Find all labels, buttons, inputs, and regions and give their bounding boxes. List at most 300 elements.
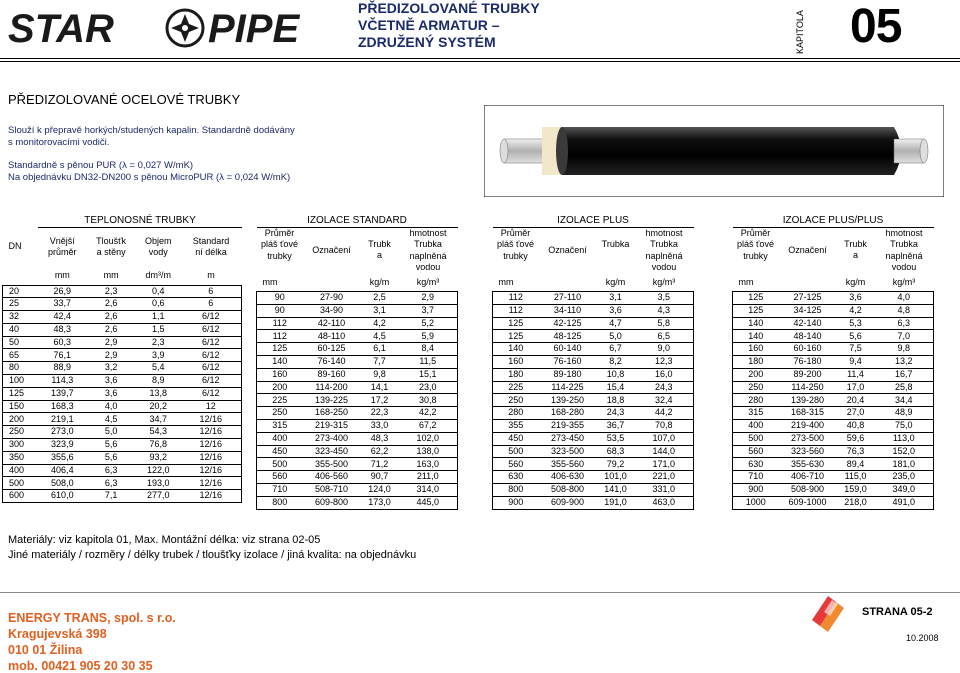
header-line: pláš ťové <box>497 239 534 249</box>
col-pipe-water-header <box>399 227 458 274</box>
table-cell: 12/16 <box>180 477 241 490</box>
table-cell: 53,5 <box>597 432 635 445</box>
table-cell: 280 <box>493 407 539 420</box>
table-cell: 8,9 <box>136 375 180 388</box>
table-cell: 273-500 <box>779 432 837 445</box>
table-cell: 11,5 <box>399 355 458 368</box>
table-cell: 323-450 <box>303 445 361 458</box>
steel-blank <box>3 215 39 227</box>
table-cell: 6/12 <box>180 375 241 388</box>
table-row <box>257 419 458 432</box>
table-cell: 27-90 <box>303 292 361 305</box>
header-line: vodou <box>415 262 441 272</box>
table-row <box>3 349 242 362</box>
table-row <box>257 292 458 305</box>
table-row <box>733 304 934 317</box>
table-row <box>257 317 458 330</box>
table-row <box>733 343 934 356</box>
table-cell: 609-1000 <box>779 496 837 509</box>
table-cell: 168-250 <box>303 407 361 420</box>
table-cell: 7,7 <box>361 355 399 368</box>
table-cell: 112 <box>257 317 303 330</box>
table-cell: 2,3 <box>136 336 180 349</box>
table-cell: 3,6 <box>86 375 136 388</box>
table-cell: 171,0 <box>635 458 694 471</box>
unit-blank <box>3 267 39 285</box>
table-cell: 34,4 <box>875 394 934 407</box>
table-cell: 314,0 <box>399 483 458 496</box>
table-cell: 900 <box>733 483 779 496</box>
table-cell: 125 <box>257 343 303 356</box>
table-row <box>493 343 694 356</box>
table-cell: 273,0 <box>38 426 86 439</box>
table-cell: 491,0 <box>875 496 934 509</box>
table-cell: 42-140 <box>779 317 837 330</box>
table-cell: 18,8 <box>597 394 635 407</box>
unit-cell: mm <box>498 276 514 287</box>
table-cell: 8,4 <box>399 343 458 356</box>
table-cell: 71,2 <box>361 458 399 471</box>
table-cell: 5,3 <box>837 317 875 330</box>
table-row <box>3 285 242 298</box>
insulation-group-title: IZOLACE PLUS/PLUS <box>733 215 934 227</box>
table-cell: 140 <box>733 330 779 343</box>
table-cell: 4,3 <box>635 304 694 317</box>
table-cell: 4,8 <box>875 304 934 317</box>
table-cell: 560 <box>493 458 539 471</box>
header-spacer <box>597 228 635 239</box>
table-cell: 300 <box>3 439 39 452</box>
table-row <box>3 400 242 413</box>
table-cell: 2,9 <box>86 336 136 349</box>
table-cell: 114,3 <box>38 375 86 388</box>
header-divider <box>0 58 960 59</box>
table-cell: 60-125 <box>303 343 361 356</box>
table-cell: 323-560 <box>779 445 837 458</box>
table-cell: 2,6 <box>86 298 136 311</box>
table-cell: 54,3 <box>136 426 180 439</box>
table-cell: 150 <box>3 400 39 413</box>
table-row <box>257 394 458 407</box>
table-cell: 0,4 <box>136 285 180 298</box>
table-cell: 173,0 <box>361 496 399 509</box>
table-cell: 4,0 <box>86 400 136 413</box>
table-cell: 11,4 <box>837 368 875 381</box>
table-cell: 193,0 <box>136 477 180 490</box>
table-cell: 15,1 <box>399 368 458 381</box>
table-cell: 89-160 <box>303 368 361 381</box>
insulation-group-title: IZOLACE PLUS <box>493 215 694 227</box>
header-line: a <box>852 250 858 260</box>
table-cell: 406,4 <box>38 464 86 477</box>
table-cell: 90 <box>257 292 303 305</box>
col-pipe-water-header <box>875 227 934 274</box>
header-title-line: ZDRUŽENÝ SYSTÉM <box>358 34 496 50</box>
table-cell: 138,0 <box>399 445 458 458</box>
table-cell: 12/16 <box>180 413 241 426</box>
table-cell: 6,1 <box>361 343 399 356</box>
table-cell: 140 <box>733 317 779 330</box>
table-cell: 400 <box>733 419 779 432</box>
header-line: průměr <box>48 247 77 258</box>
table-cell: 406-710 <box>779 471 837 484</box>
table-cell: 250 <box>493 394 539 407</box>
table-cell: 3,7 <box>399 304 458 317</box>
col-volume-header <box>136 227 180 267</box>
table-cell: 225 <box>257 394 303 407</box>
table-cell: 48,3 <box>361 432 399 445</box>
insulation-group-title: IZOLACE STANDARD <box>257 215 458 227</box>
table-cell: 44,2 <box>635 407 694 420</box>
table-cell: 168-280 <box>539 407 597 420</box>
unit-cell: mm <box>738 276 754 287</box>
table-cell: 125 <box>493 330 539 343</box>
table-row <box>493 471 694 484</box>
table-cell: 2,5 <box>361 292 399 305</box>
table-cell: 5,0 <box>86 426 136 439</box>
table-cell: 0,6 <box>136 298 180 311</box>
table-cell: 6,3 <box>875 317 934 330</box>
table-row <box>3 464 242 477</box>
table-cell: 4,2 <box>361 317 399 330</box>
unit-cell: mm <box>262 276 278 287</box>
table-row <box>493 304 694 317</box>
table-cell: 609-900 <box>539 496 597 509</box>
table-cell: 5,9 <box>399 330 458 343</box>
table-cell: 508-710 <box>303 483 361 496</box>
table-row <box>733 292 934 305</box>
table-cell: 17,2 <box>361 394 399 407</box>
header-line: Trubka <box>890 239 918 249</box>
table-cell: 124,0 <box>361 483 399 496</box>
table-cell: 445,0 <box>399 496 458 509</box>
table-cell: 349,0 <box>875 483 934 496</box>
section-title: PŘEDIZOLOVANÉ OCELOVÉ TRUBKY <box>8 92 241 107</box>
table-cell: 250 <box>3 426 39 439</box>
header-line: Vnější <box>49 235 75 246</box>
table-cell: 355-500 <box>303 458 361 471</box>
table-cell: 5,6 <box>86 451 136 464</box>
table-cell: 15,4 <box>597 381 635 394</box>
header-line: pláš ťové <box>737 239 774 249</box>
table-cell: 6,7 <box>597 343 635 356</box>
table-cell: 7,0 <box>875 330 934 343</box>
table-cell: 40,8 <box>837 419 875 432</box>
table-cell: 218,0 <box>837 496 875 509</box>
table-cell: 6/12 <box>180 311 241 324</box>
table-cell: 277,0 <box>136 490 180 503</box>
table-row <box>493 483 694 496</box>
table-cell: 800 <box>493 483 539 496</box>
table-cell: 17,0 <box>837 381 875 394</box>
table-cell: 3,6 <box>837 292 875 305</box>
table-cell: 76-140 <box>303 355 361 368</box>
table-cell: 24,3 <box>635 381 694 394</box>
table-cell: 67,2 <box>399 419 458 432</box>
table-cell: 463,0 <box>635 496 694 509</box>
table-cell: 331,0 <box>635 483 694 496</box>
table-cell: 79,2 <box>597 458 635 471</box>
table-cell: 350 <box>3 451 39 464</box>
table-row <box>3 477 242 490</box>
table-cell: 221,0 <box>635 471 694 484</box>
table-cell: 508-800 <box>539 483 597 496</box>
table-cell: 225 <box>493 381 539 394</box>
table-cell: 30,8 <box>399 394 458 407</box>
table-cell: 140 <box>493 343 539 356</box>
col-diameter-header <box>733 227 779 274</box>
table-cell: 113,0 <box>875 432 934 445</box>
table-cell: 1,5 <box>136 323 180 336</box>
table-cell: 2,3 <box>86 285 136 298</box>
table-row <box>493 445 694 458</box>
header-line: vodou <box>891 262 917 272</box>
col-pipe-header <box>837 227 875 274</box>
col-diameter-header <box>493 227 539 274</box>
table-cell: 250 <box>257 407 303 420</box>
table-row <box>493 394 694 407</box>
table-cell: 25 <box>3 298 39 311</box>
table-cell: 168,3 <box>38 400 86 413</box>
unit-cell: kg/m³ <box>652 276 676 287</box>
header-line: Trubka <box>414 239 442 249</box>
page-label: STRANA 05-2 <box>862 606 933 618</box>
table-cell: 112 <box>493 304 539 317</box>
company-phone: mob. 00421 905 20 30 35 <box>8 659 153 673</box>
table-row <box>257 330 458 343</box>
unit-cell: mm <box>103 270 119 280</box>
table-cell: 450 <box>257 445 303 458</box>
table-cell: 16,0 <box>635 368 694 381</box>
table-cell: 6/12 <box>180 349 241 362</box>
table-cell: 12/16 <box>180 451 241 464</box>
table-row <box>3 439 242 452</box>
header-line: Průměr <box>264 227 295 238</box>
company-city: 010 01 Žilina <box>8 643 83 657</box>
header-line: naplněná <box>885 250 923 261</box>
table-cell: 500 <box>257 458 303 471</box>
table-cell: 34,7 <box>136 413 180 426</box>
table-cell: 48,3 <box>38 323 86 336</box>
table-cell: 32 <box>3 311 39 324</box>
table-cell: 48-125 <box>539 330 597 343</box>
table-cell: 125 <box>733 292 779 305</box>
table-cell: 5,6 <box>837 330 875 343</box>
table-cell: 2,9 <box>86 349 136 362</box>
table-cell: 273-400 <box>303 432 361 445</box>
table-cell: 2,6 <box>86 311 136 324</box>
table-cell: 27-110 <box>539 292 597 305</box>
table-row <box>3 323 242 336</box>
table-cell: 4,2 <box>837 304 875 317</box>
table-row <box>3 413 242 426</box>
col-standard-header <box>180 227 241 267</box>
table-cell: 180 <box>733 355 779 368</box>
table-cell: 406-630 <box>539 471 597 484</box>
table-cell: 4,7 <box>597 317 635 330</box>
table-cell: 112 <box>257 330 303 343</box>
header-line: Trubka <box>601 238 630 249</box>
table-cell: 450 <box>493 432 539 445</box>
steel-group-title: TEPLONOSNÉ TRUBKY <box>38 215 241 227</box>
table-cell: 20,4 <box>837 394 875 407</box>
table-cell: 42-125 <box>539 317 597 330</box>
table-cell: 27,0 <box>837 407 875 420</box>
insulation-table-plus <box>492 215 694 510</box>
header-line: a <box>376 250 382 260</box>
table-cell: 610,0 <box>38 490 86 503</box>
table-cell: 1,1 <box>136 311 180 324</box>
table-cell: 163,0 <box>399 458 458 471</box>
table-cell: 141,0 <box>597 483 635 496</box>
table-cell: 508,0 <box>38 477 86 490</box>
table-row <box>257 445 458 458</box>
table-cell: 89,4 <box>837 458 875 471</box>
table-cell: 9,8 <box>875 343 934 356</box>
table-cell: 101,0 <box>597 471 635 484</box>
table-cell: 20 <box>3 285 39 298</box>
header-line: Trubk <box>844 238 867 249</box>
table-cell: 200 <box>257 381 303 394</box>
table-cell: 6,3 <box>86 477 136 490</box>
kapitola-text: KAPITOLA <box>795 10 805 54</box>
table-cell: 5,4 <box>136 362 180 375</box>
header-title <box>358 0 540 51</box>
table-cell: 80 <box>3 362 39 375</box>
table-cell: 9,0 <box>635 343 694 356</box>
table-cell: 42-110 <box>303 317 361 330</box>
table-cell: 159,0 <box>837 483 875 496</box>
table-cell: 50 <box>3 336 39 349</box>
table-cell: 90 <box>257 304 303 317</box>
table-cell: 12/16 <box>180 426 241 439</box>
header-spacer <box>361 228 399 239</box>
table-cell: 710 <box>733 471 779 484</box>
table-cell: 76-160 <box>539 355 597 368</box>
header-line: Trubk <box>368 238 391 249</box>
col-pipe-header <box>597 227 635 274</box>
table-cell: 75,0 <box>875 419 934 432</box>
table-cell: 25,8 <box>875 381 934 394</box>
desc-line: s monitorovacími vodiči. <box>8 136 110 148</box>
table-cell: 60,3 <box>38 336 86 349</box>
table-row <box>257 496 458 509</box>
table-row <box>3 362 242 375</box>
table-cell: 323,9 <box>38 439 86 452</box>
table-cell: 219,1 <box>38 413 86 426</box>
table-cell: 355-560 <box>539 458 597 471</box>
table-row <box>733 419 934 432</box>
table-cell: 6,3 <box>86 464 136 477</box>
table-cell: 102,0 <box>399 432 458 445</box>
table-cell: 9,8 <box>361 368 399 381</box>
table-cell: 152,0 <box>875 445 934 458</box>
company-street: Kragujevská 398 <box>8 627 107 641</box>
table-cell: 2,9 <box>399 292 458 305</box>
table-cell: 76,8 <box>136 439 180 452</box>
table-cell: 219-355 <box>539 419 597 432</box>
header-line: a stěny <box>96 247 126 258</box>
table-cell: 33,0 <box>361 419 399 432</box>
starpipe-logo <box>8 6 328 50</box>
table-cell: 500 <box>493 445 539 458</box>
table-cell: 60-140 <box>539 343 597 356</box>
header-line: trubky <box>503 250 528 261</box>
table-cell: 500 <box>3 477 39 490</box>
unit-cell: kg/m <box>605 276 626 287</box>
table-cell: 114-225 <box>539 381 597 394</box>
table-cell: 6,5 <box>635 330 694 343</box>
table-cell: 280 <box>733 394 779 407</box>
table-cell: 630 <box>493 471 539 484</box>
table-cell: 168-315 <box>779 407 837 420</box>
table-cell: 560 <box>257 471 303 484</box>
chapter-number: 05 <box>850 0 902 53</box>
table-cell: 76,1 <box>38 349 86 362</box>
table-cell: 7,1 <box>86 490 136 503</box>
table-cell: 315 <box>257 419 303 432</box>
table-row <box>733 445 934 458</box>
table-cell: 609-800 <box>303 496 361 509</box>
table-cell: 68,3 <box>597 445 635 458</box>
table-cell: 219-315 <box>303 419 361 432</box>
col-pipe-header <box>361 227 399 274</box>
weight-header: hmotnost <box>409 227 447 238</box>
table-cell: 160 <box>733 343 779 356</box>
table-cell: 89-180 <box>539 368 597 381</box>
note-line: Jiné materiály / rozměry / délky trubek / tloušťky izolace / jiná kvalita: na objednávku <box>8 549 417 561</box>
table-cell: 139-280 <box>779 394 837 407</box>
table-row <box>493 368 694 381</box>
table-row <box>493 317 694 330</box>
unit-blank <box>779 274 837 292</box>
table-cell: 6/12 <box>180 387 241 400</box>
unit-cell: kg/m <box>845 276 866 287</box>
table-cell: 181,0 <box>875 458 934 471</box>
header-line: naplněná <box>409 250 447 261</box>
table-cell: 6 <box>180 285 241 298</box>
table-cell: 8,2 <box>597 355 635 368</box>
unit-blank <box>303 274 361 292</box>
table-row <box>3 451 242 464</box>
header-line: Standard <box>192 235 230 246</box>
table-cell: 93,2 <box>136 451 180 464</box>
table-cell: 160 <box>493 355 539 368</box>
table-cell: 400 <box>257 432 303 445</box>
table-cell: 273-450 <box>539 432 597 445</box>
insulation-table-standard <box>256 215 458 510</box>
weight-header: hmotnost <box>885 227 923 238</box>
table-row <box>733 381 934 394</box>
table-cell: 200 <box>733 368 779 381</box>
table-cell: 6/12 <box>180 362 241 375</box>
table-row <box>257 355 458 368</box>
header-line: Objem <box>144 235 172 246</box>
table-cell: 2,6 <box>86 323 136 336</box>
table-cell: 90,7 <box>361 471 399 484</box>
table-cell: 3,1 <box>597 292 635 305</box>
table-cell: 406-560 <box>303 471 361 484</box>
section-description <box>8 125 295 183</box>
table-cell: 5,8 <box>635 317 694 330</box>
company-name: ENERGY TRANS, spol. s r.o. <box>8 611 176 625</box>
steel-pipe-table <box>2 215 242 503</box>
table-cell: 89-200 <box>779 368 837 381</box>
table-row <box>733 471 934 484</box>
table-cell: 122,0 <box>136 464 180 477</box>
table-cell: 508-900 <box>779 483 837 496</box>
table-row <box>3 311 242 324</box>
